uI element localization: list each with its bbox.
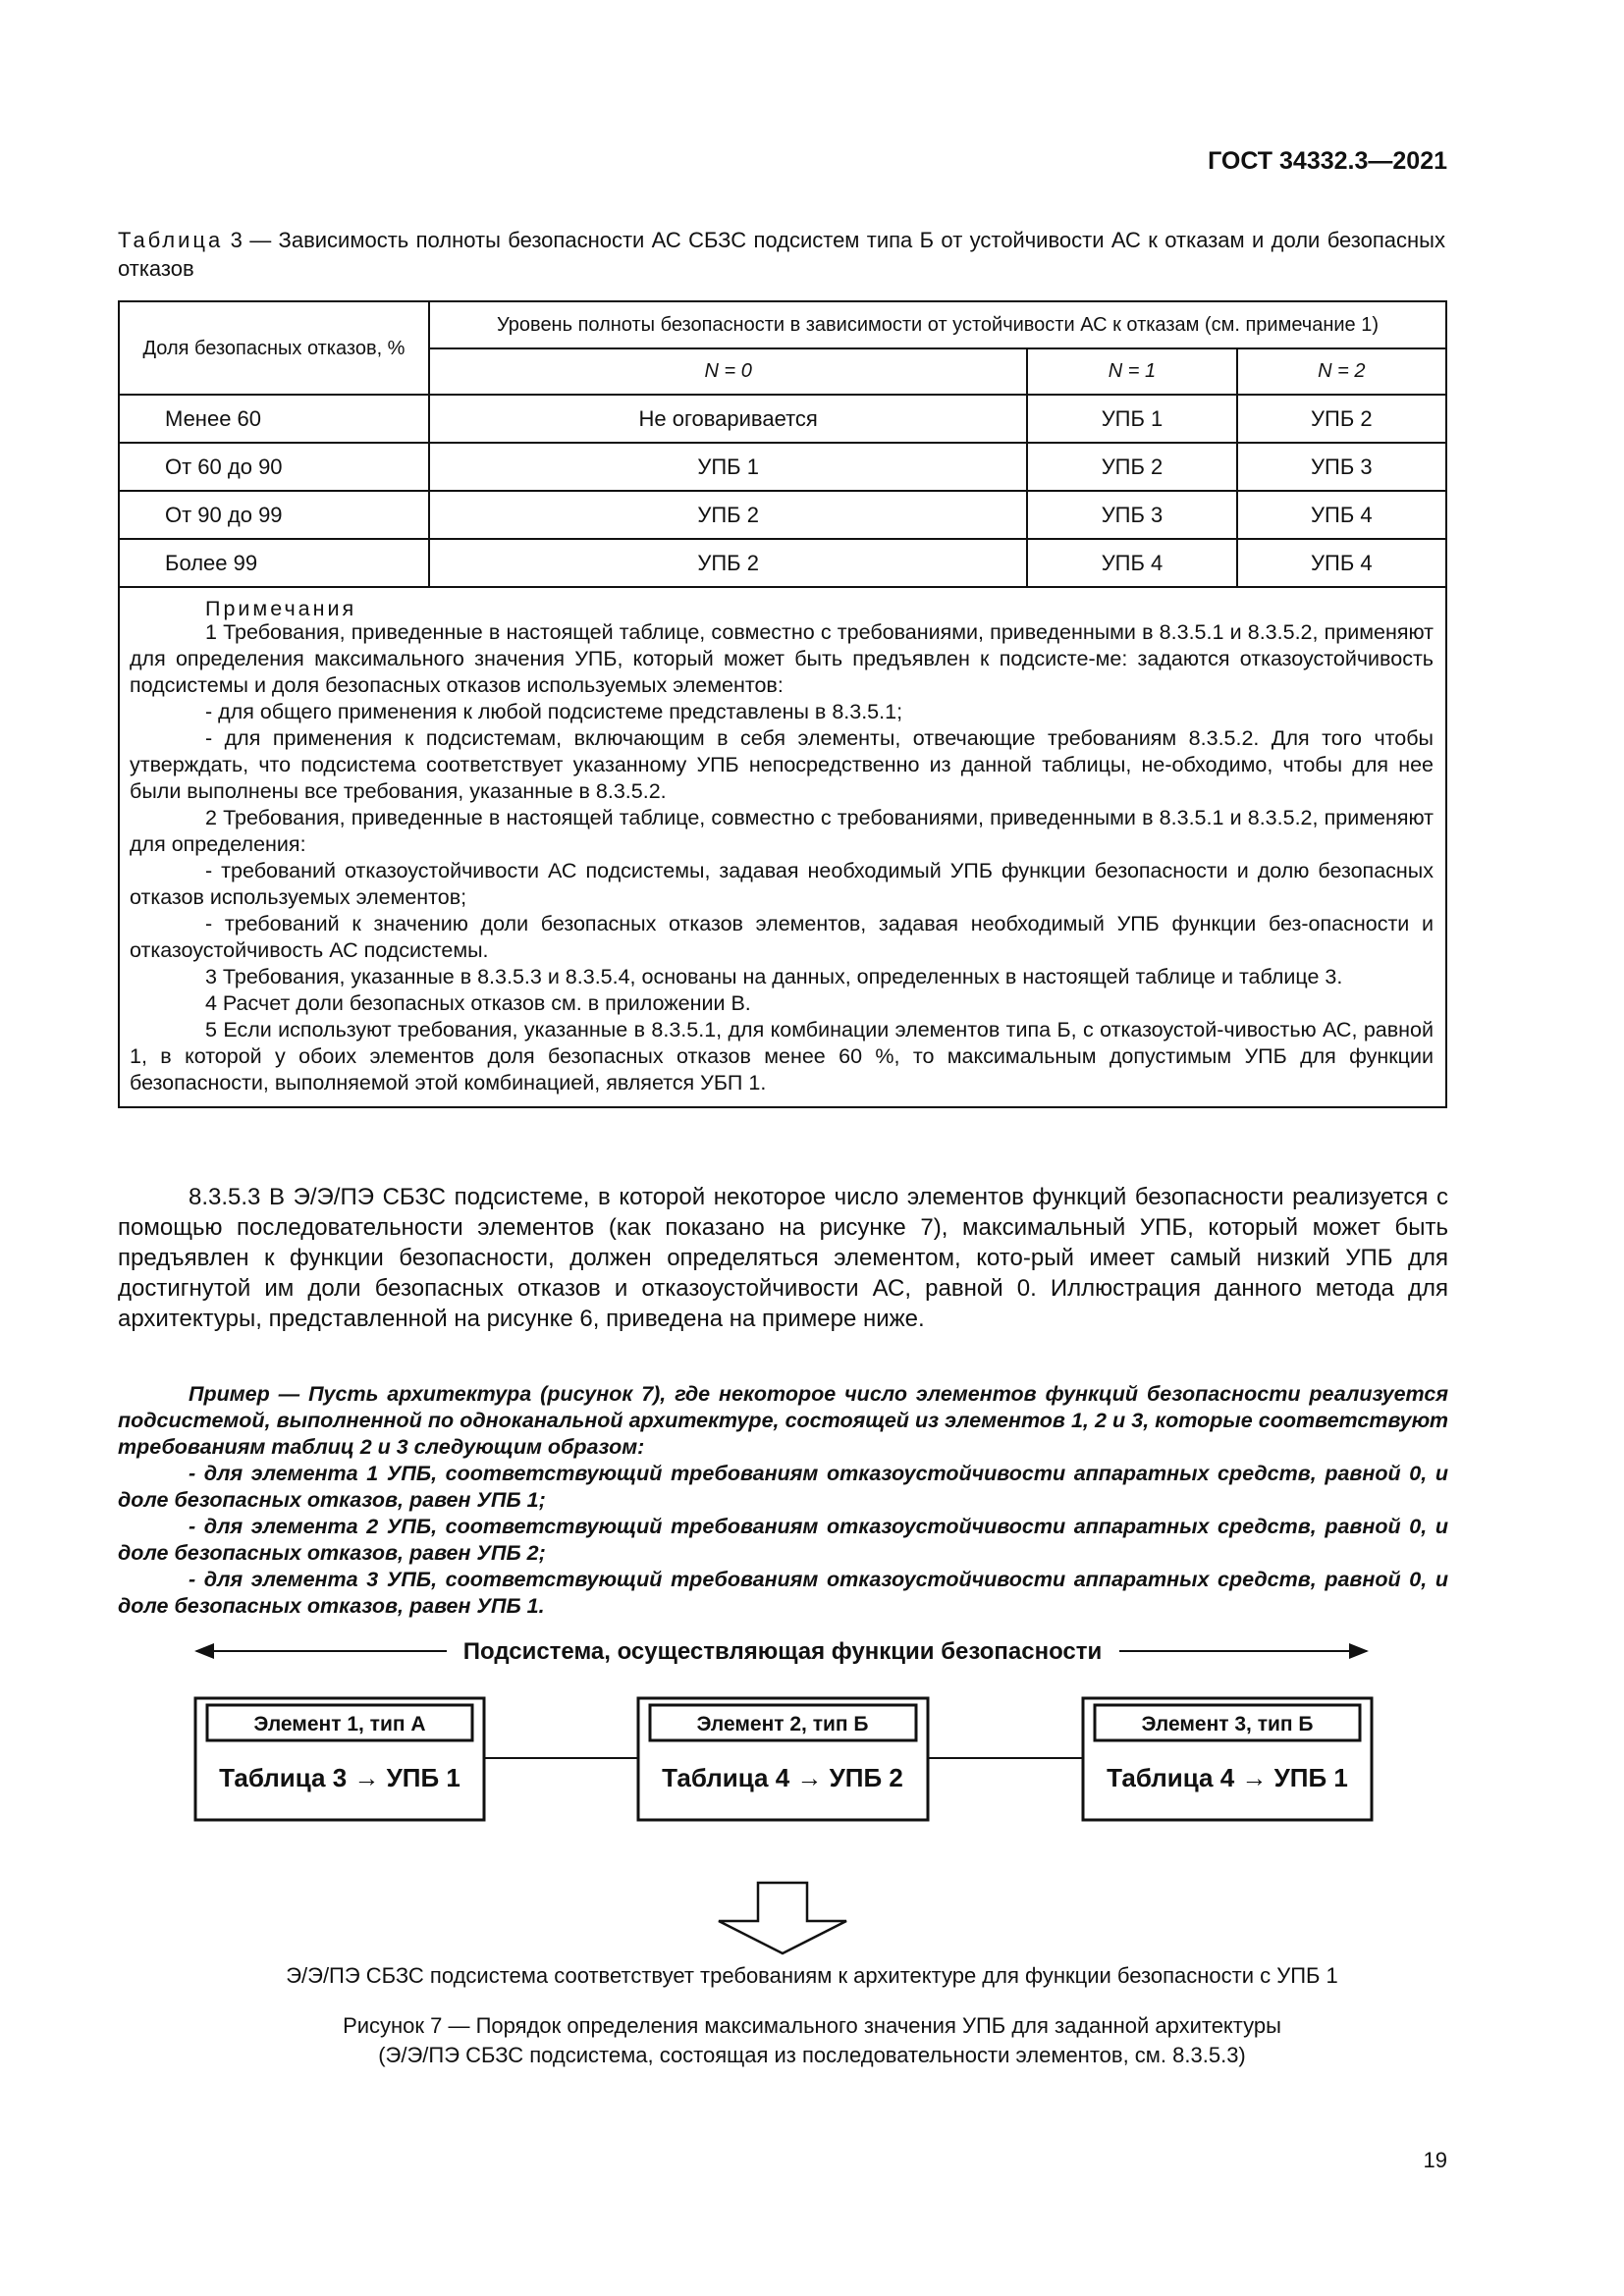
table-cell: От 90 до 99 [119,491,429,539]
example-item: - для элемента 2 УПБ, соответствующий требованиям отказоустойчивости аппаратных средств, равной 0, и доле безопасных отказов, равен УПБ 2; [118,1515,1448,1565]
subsystem-label: Подсистема, осуществляющая функции безопасности [462,1638,1103,1665]
element-1-title: Элемент 1, тип А [253,1713,426,1735]
note-item: 2 Требования, приведенные в настоящей таблице, совместно с требованиями, приведенными в 8.3.5.1 и 8.3.5.2, применяют для определения: [130,806,1434,856]
note-item: - требований к значению доли безопасных отказов элементов, задавая необходимый УПБ функции без-опасности и отказоустойчивость АС подсистемы. [130,912,1434,962]
table-row [119,443,1446,491]
element-3-value: Таблица 4 → УПБ 1 [1107,1763,1348,1792]
example-intro: Пример — Пусть архитектура (рисунок 7), где некоторое число элементов функций безопасности реализуется подсистемой, выполненной по одноканальной архитектуре, состоящей из элементов 1, 2 и 3, которые соответствуют требованиям таблиц 2 и 3 следующим образом: [118,1382,1448,1459]
subheader-n1: N = 1 [1027,348,1236,395]
element-1-block [195,1698,484,1820]
table-cell: УПБ 2 [429,491,1027,539]
section-8-3-5-3 [118,1182,1448,1334]
figure-caption-line-1: Рисунок 7 — Порядок определения максимального значения УПБ для заданной архитектуры [343,2013,1281,2038]
down-arrow-icon [719,1883,846,1953]
table-cell: УПБ 3 [1027,491,1236,539]
table-row [119,491,1446,539]
table-cell: Более 99 [119,539,429,587]
table-cell: УПБ 1 [1027,395,1236,443]
table-caption-text: 3 — Зависимость полноты безопасности АС СБЗС подсистем типа Б от устойчивости АС к отказам и доли безопасных отказов [118,228,1445,281]
table-cell: УПБ 4 [1027,539,1236,587]
example-block [118,1381,1448,1620]
table-cell: УПБ 2 [1237,395,1446,443]
example-item: - для элемента 1 УПБ, соответствующий требованиям отказоустойчивости аппаратных средств, равной 0, и доле безопасных отказов, равен УПБ 1; [118,1462,1448,1512]
table-cell: УПБ 3 [1237,443,1446,491]
table-cell: УПБ 2 [1027,443,1236,491]
table-cell: УПБ 4 [1237,539,1446,587]
note-item: - для применения к подсистемам, включающим в себя элементы, отвечающие требованиям 8.3.5.2. Для того чтобы утверждать, что подсистема соответствует указанному УПБ непосредственно из данной таблицы, не-обходимо, чтобы для нее были выполнены все требования, указанные в 8.3.5.2. [130,726,1434,803]
note-item: 3 Требования, указанные в 8.3.5.3 и 8.3.5.4, основаны на данных, определенных в настоящей таблице и таблице 3. [205,965,1343,988]
element-3-block [1083,1698,1372,1820]
note-item: - требований отказоустойчивости АС подсистемы, задавая необходимый УПБ функции безопасности и долю безопасных отказов используемых элементов; [130,859,1434,909]
note-item: 4 Расчет доли безопасных отказов см. в приложении В. [205,991,751,1015]
col-header-safe-failure-fraction: Доля безопасных отказов, % [119,301,429,395]
page-number: 19 [1423,2148,1447,2172]
col-group-header: Уровень полноты безопасности в зависимости от устойчивости АС к отказам (см. примечание 1) [429,301,1446,348]
table-cell: Не оговаривается [429,395,1027,443]
table-cell: УПБ 2 [429,539,1027,587]
table-cell: УПБ 4 [1237,491,1446,539]
body-paragraph: 8.3.5.3 В Э/Э/ПЭ СБЗС подсистеме, в которой некоторое число элементов функций безопасности реализуется с помощью последовательности элементов (как показано на рисунке 7), максимальный УПБ, который может быть предъявлен к функции безопасности, должен определяться элементом, кото-рый имеет самый низкий УПБ для достигнутой им доли безопасных отказов и отказоустойчивости АС, равной 0. Иллюстрация данного метода для архитектуры, представленной на рисунке 6, приведена на примере ниже. [118,1184,1448,1332]
table-notes [119,587,1446,1107]
element-3-title: Элемент 3, тип Б [1141,1713,1314,1735]
table-row [119,395,1446,443]
subheader-n0: N = 0 [429,348,1027,395]
figure-result-text: Э/Э/ПЭ СБЗС подсистема соответствует требованиям к архитектуре для функции безопасности с УПБ 1 [286,1963,1338,1988]
element-2-title: Элемент 2, тип Б [696,1713,869,1735]
element-2-block [638,1698,928,1820]
table-caption [118,226,1445,283]
figure-caption [0,2011,1624,2070]
subheader-n2: N = 2 [1237,348,1446,395]
note-item: 1 Требования, приведенные в настоящей таблице, совместно с требованиями, приведенными в 8.3.5.1 и 8.3.5.2, применяют для определения максимального значения УПБ, который может быть предъявлен к подсисте-ме: задаются отказоустойчивость подсистемы и доля безопасных отказов используемых элементов: [130,620,1434,697]
note-item: - для общего применения к любой подсистеме представлены в 8.3.5.1; [205,700,903,723]
safety-integrity-table [118,300,1447,1108]
table-cell: От 60 до 90 [119,443,429,491]
figure-7-diagram [0,1629,1624,2179]
document-code: ГОСТ 34332.3—2021 [1208,147,1447,175]
table-row [119,539,1446,587]
element-1-value: Таблица 3 → УПБ 1 [219,1763,460,1792]
note-item: 5 Если используют требования, указанные в 8.3.5.1, для комбинации элементов типа Б, с отказоустой-чивостью АС, равной 1, в которой у обоих элементов доля безопасных отказов менее 60 %, то максимальным допустимым УПБ для функции безопасности, выполняемой этой комбинацией, является УБП 1. [130,1018,1434,1095]
notes-title: Примечания [205,597,357,620]
table-cell: УПБ 1 [429,443,1027,491]
table-caption-label: Таблица [118,228,224,252]
example-item: - для элемента 3 УПБ, соответствующий требованиям отказоустойчивости аппаратных средств, равной 0, и доле безопасных отказов, равен УПБ 1. [118,1568,1448,1618]
figure-caption-line-2: (Э/Э/ПЭ СБЗС подсистема, состоящая из последовательности элементов, см. 8.3.5.3) [378,2043,1246,2067]
table-cell: Менее 60 [119,395,429,443]
element-2-value: Таблица 4 → УПБ 2 [662,1763,903,1792]
